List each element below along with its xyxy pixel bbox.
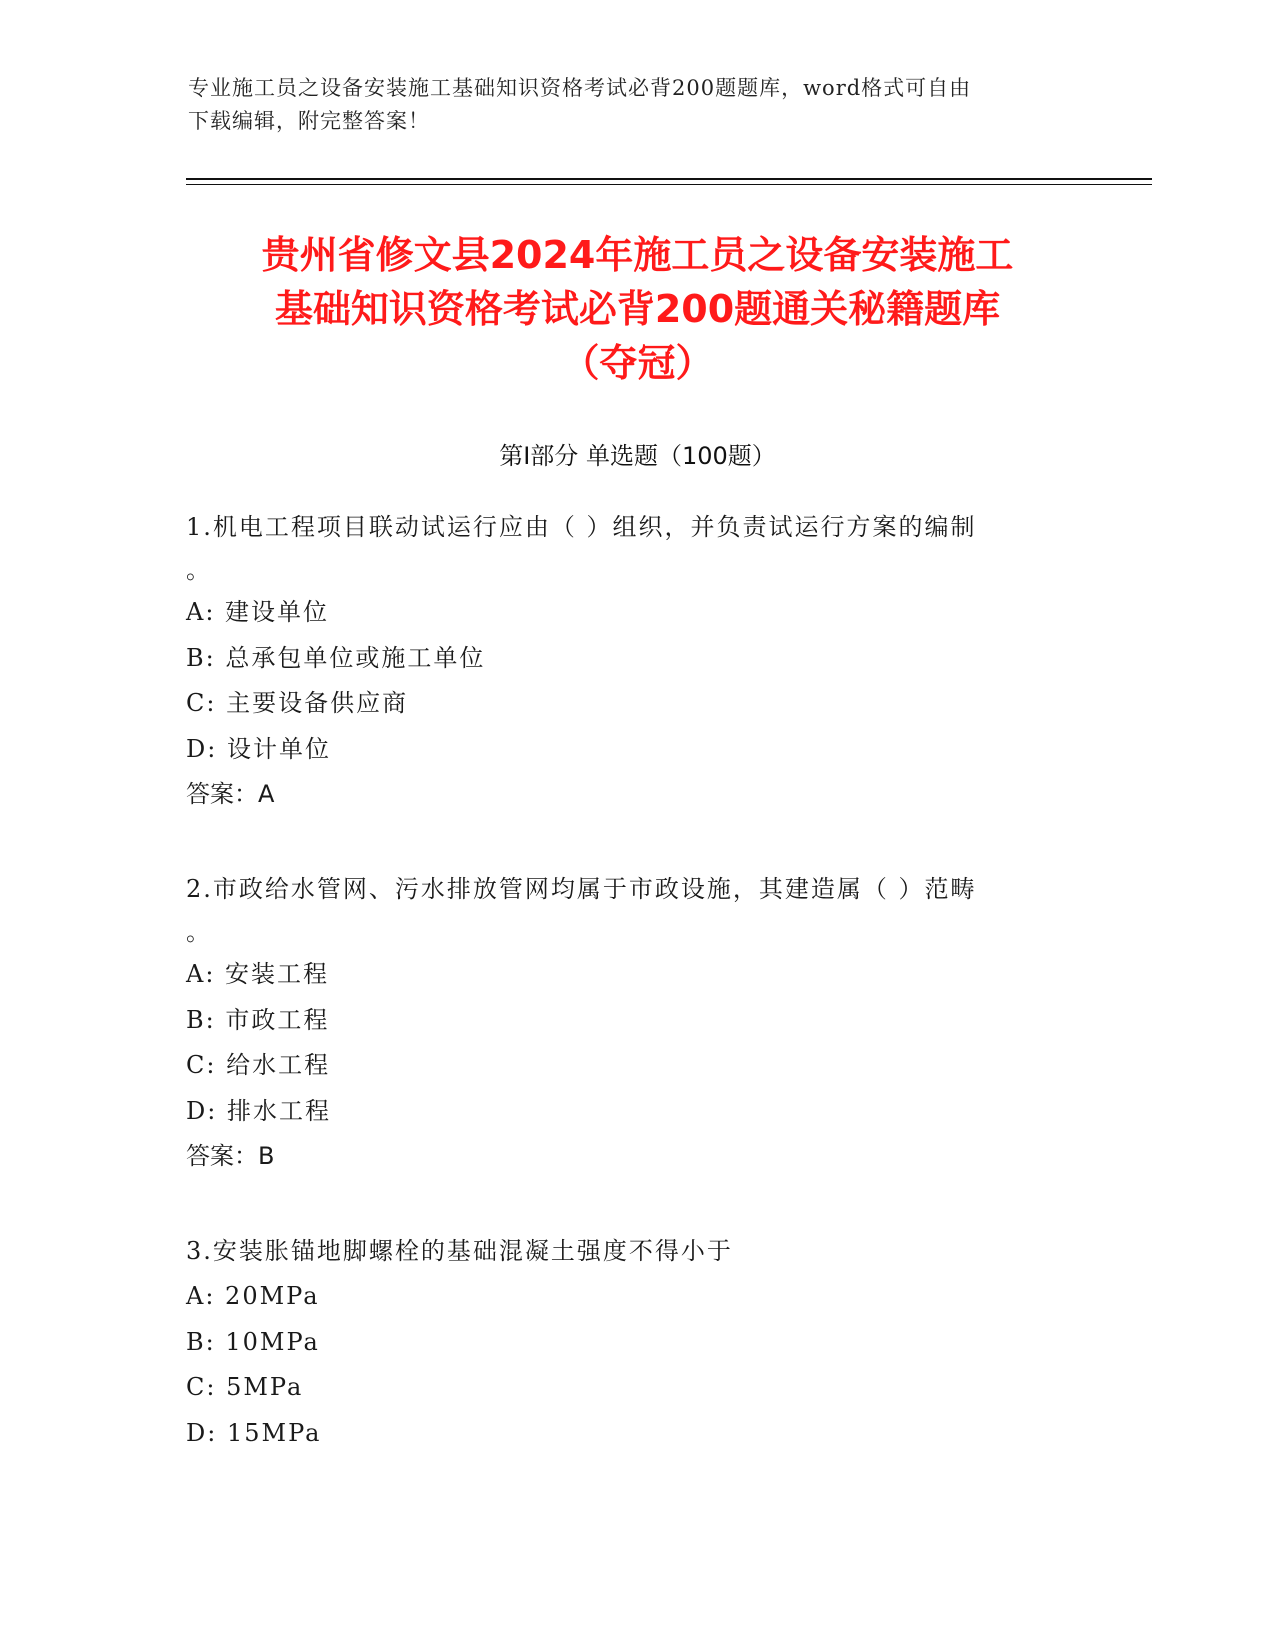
header-rule-thick (186, 178, 1152, 180)
option-a: A: 20MPa (186, 1282, 320, 1310)
option-a: A: 建设单位 (186, 598, 330, 626)
header-note-line-1: 专业施工员之设备安装施工基础知识资格考试必背200题题库，word格式可自由 (188, 76, 972, 100)
option-b: B: 总承包单位或施工单位 (186, 643, 486, 672)
title-line-2: 基础知识资格考试必背200题通关秘籍题库 (274, 287, 1001, 331)
section-heading: 第Ⅰ部分 单选题（100题） (499, 442, 776, 470)
option-a: A: 安装工程 (186, 960, 330, 988)
option-c: C: 给水工程 (186, 1051, 331, 1079)
question-3 (186, 1228, 1086, 1456)
option-c: C: 主要设备供应商 (186, 689, 409, 717)
header-note-line-2: 下载编辑，附完整答案！ (188, 109, 430, 133)
question-stem: 2.市政给水管网、污水排放管网均属于市政设施，其建造属（ ）范畴 (186, 875, 977, 903)
option-d: D: 设计单位 (186, 734, 331, 763)
answer: 答案：B (186, 1142, 275, 1170)
question-stem: 3.安装胀锚地脚螺栓的基础混凝土强度不得小于 (186, 1237, 733, 1265)
answer: 答案：A (186, 780, 275, 808)
option-d: D: 排水工程 (186, 1096, 331, 1125)
option-d: D: 15MPa (186, 1418, 322, 1447)
title-line-1: 贵州省修文县2024年施工员之设备安装施工 (261, 233, 1014, 277)
option-b: B: 市政工程 (186, 1005, 330, 1034)
question-stem-tail: 。 (186, 918, 210, 946)
header-rule-thin (186, 184, 1152, 185)
question-stem: 1.机电工程项目联动试运行应由（ ）组织，并负责试运行方案的编制 (186, 513, 977, 541)
option-b: B: 10MPa (186, 1327, 320, 1356)
document-title (150, 228, 1125, 390)
question-1 (186, 504, 1086, 816)
question-stem-tail: 。 (186, 556, 210, 584)
question-2 (186, 866, 1086, 1178)
header-note (188, 72, 1088, 138)
option-c: C: 5MPa (186, 1373, 304, 1401)
title-line-3: （夺冠） (561, 341, 714, 385)
